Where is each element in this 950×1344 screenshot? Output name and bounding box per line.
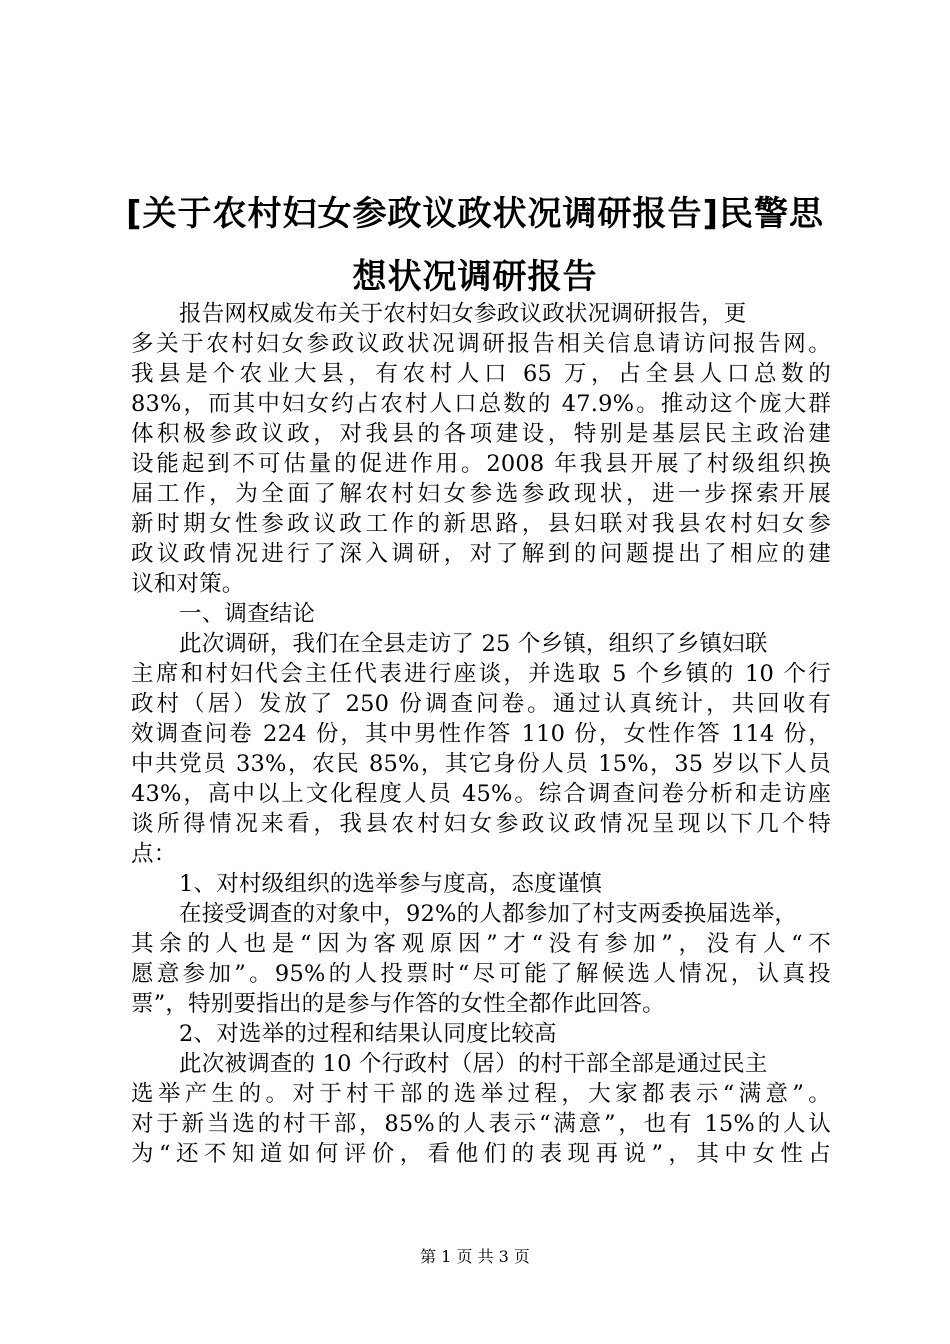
body-line: 此次调研，我们在全县走访了 25 个乡镇，组织了乡镇妇联 bbox=[179, 631, 768, 657]
body-line: 此次被调查的 10 个行政村（居）的村干部全部是通过民主 bbox=[179, 1051, 768, 1077]
body-line: 多关于农村妇女参政议政状况调研报告相关信息请访问报告网。 bbox=[131, 331, 831, 357]
body-line: 愿意参加”。95%的人投票时“尽可能了解候选人情况，认真投 bbox=[131, 961, 831, 987]
body-line: 政村（居）发放了 250 份调查问卷。通过认真统计，共回收有 bbox=[131, 691, 831, 717]
body-line: 届工作，为全面了解农村妇女参选参政现状，进一步探索开展 bbox=[131, 481, 831, 507]
body-line: 我县是个农业大县，有农村人口 65 万，占全县人口总数的 bbox=[131, 361, 831, 387]
document-title-line-2: 想状况调研报告 bbox=[352, 257, 598, 297]
section-heading: 一、调查结论 bbox=[179, 601, 316, 627]
document-title-line-1: [关于农村妇女参政议政状况调研报告]民警思 bbox=[125, 194, 825, 234]
body-line: 新时期女性参政议政工作的新思路，县妇联对我县农村妇女参 bbox=[131, 511, 831, 537]
body-line: 为“还不知道如何评价，看他们的表现再说”，其中女性占 bbox=[131, 1141, 831, 1167]
body-line: 体积极参政议政，对我县的各项建设，特别是基层民主政治建 bbox=[131, 421, 831, 447]
page-footer bbox=[0, 1244, 950, 1267]
body-line: 主席和村妇代会主任代表进行座谈，并选取 5 个乡镇的 10 个行 bbox=[131, 661, 831, 687]
subsection-heading: 1、对村级组织的选举参与度高，态度谨慎 bbox=[179, 871, 603, 897]
body-line: 票”，特别要指出的是参与作答的女性全都作此回答。 bbox=[131, 991, 665, 1017]
body-line: 在接受调查的对象中，92%的人都参加了村支两委换届选举， bbox=[179, 901, 798, 927]
body-line: 对于新当选的村干部，85%的人表示“满意”，也有 15%的人认 bbox=[131, 1111, 831, 1137]
body-line: 83%，而其中妇女约占农村人口总数的 47.9%。推动这个庞大群 bbox=[131, 391, 831, 417]
body-line: 选举产生的。对于村干部的选举过程，大家都表示“满意”。 bbox=[131, 1081, 831, 1107]
body-line: 谈所得情况来看，我县农村妇女参政议政情况呈现以下几个特 bbox=[131, 811, 831, 837]
body-line: 中共党员 33%，农民 85%，其它身份人员 15%，35 岁以下人员 bbox=[131, 751, 831, 777]
body-line: 点： bbox=[131, 841, 177, 867]
body-line: 议和对策。 bbox=[131, 571, 245, 597]
subsection-heading: 2、对选举的过程和结果认同度比较高 bbox=[179, 1021, 557, 1047]
page-indicator: 第 1 页 共 3 页 bbox=[420, 1247, 530, 1266]
body-line: 设能起到不可估量的促进作用。2008 年我县开展了村级组织换 bbox=[131, 451, 831, 477]
body-line: 其余的人也是“因为客观原因”才“没有参加”，没有人“不 bbox=[131, 931, 831, 957]
body-line: 报告网权威发布关于农村妇女参政议政状况调研报告，更 bbox=[179, 301, 747, 327]
body-line: 效调查问卷 224 份，其中男性作答 110 份，女性作答 114 份， bbox=[131, 721, 831, 747]
body-line: 43%，高中以上文化程度人员 45%。综合调查问卷分析和走访座 bbox=[131, 781, 831, 807]
body-line: 政议政情况进行了深入调研，对了解到的问题提出了相应的建 bbox=[131, 541, 831, 567]
